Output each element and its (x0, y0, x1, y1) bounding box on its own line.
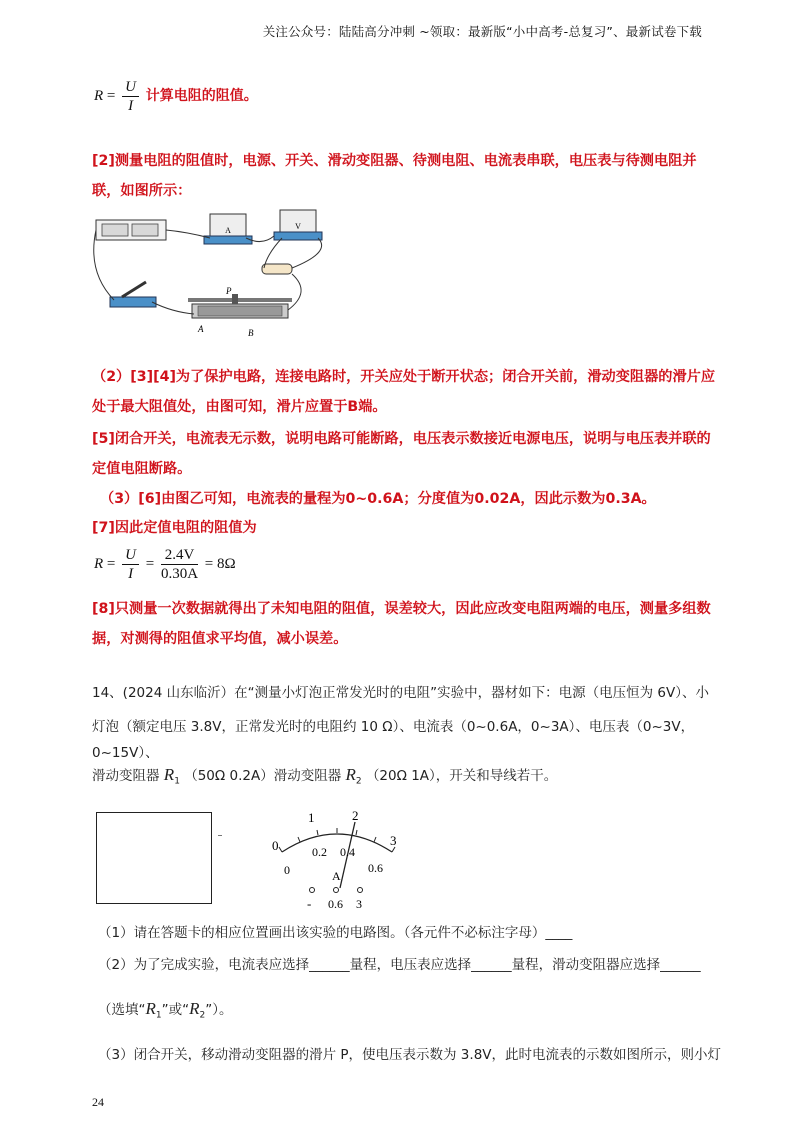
fraction-denominator: I (128, 98, 134, 114)
fraction-numerator-value: 2.4V (161, 546, 198, 565)
terminal-label: - (307, 896, 312, 911)
answer-para-5: （3）[6]由图乙可知，电流表的量程为0~0.6A；分度值为0.02A，因此示数为0.3A。 (100, 491, 656, 507)
q14-text-c: （20Ω 1A），开关和导线若干。 (365, 768, 558, 784)
r2-subscript: 2 (355, 776, 362, 787)
r1-subscript: 1 (174, 776, 180, 787)
answer-para-7: [8]只测量一次数据就得出了未知电阻的阻值，误差较大，因此应改变电阻两端的电压，测量多组数据，对测得的阻值求平均值，减小误差。 (92, 601, 711, 647)
answer-para-3: （2）[3][4]为了保护电路，连接电路时，开关应处于断开状态；闭合开关前，滑动变阻器的滑片应处于最大阻值处，由图可知，滑片应置于B端。 (92, 369, 716, 415)
dial-unit: A (332, 869, 341, 883)
sub-question-1: （1）请在答题卡的相应位置画出该实验的电路图。（各元件不必标注字母）____ (98, 925, 573, 941)
dial-bottom-tick: 0 (284, 863, 290, 877)
sub-question-2: （2）为了完成实验，电流表应选择______量程，电压表应选择______量程，滑动变阻器应选择______ (98, 957, 701, 973)
question-14-line2: 灯泡（额定电压 3.8V，正常发光时的电阻约 10 Ω）、电流表（0~0.6A，0~3A）、电压表（0~3V，0~15V）、 (92, 719, 695, 761)
page-number: 24 (92, 1095, 104, 1109)
fraction-numerator: U (122, 546, 139, 565)
dial-bottom-tick: 0.2 (312, 845, 327, 859)
rheostat-icon (188, 286, 292, 338)
option-text: （选填“ (98, 1002, 146, 1018)
terminal-icons (310, 888, 363, 893)
voltmeter-icon (274, 210, 322, 240)
formula-lhs: R (94, 87, 104, 104)
answer-para-6: [7]因此定值电阻的阻值为 (92, 520, 257, 536)
ammeter-icon (204, 214, 252, 244)
fraction-u-over-i (122, 546, 139, 583)
dial-top-tick: 1 (308, 810, 315, 825)
formula-suffix: 计算电阻的阻值。 (145, 87, 258, 104)
fraction-numerator: U (122, 78, 139, 97)
r1-subscript: 1 (155, 1010, 162, 1021)
r2-subscript: 2 (199, 1010, 206, 1021)
fraction-denominator-value: 0.30A (160, 566, 199, 582)
q14-text-b: （50Ω 0.2A）滑动变阻器 (184, 768, 342, 784)
dial-ticks (279, 828, 395, 852)
question-14-line1: 14、(2024 山东临沂）在“测量小灯泡正常发光时的电阻”实验中，器材如下：电源（电压恒为 6V）、小 (92, 685, 709, 701)
dial-bottom-tick: 0.6 (368, 861, 383, 875)
terminal-label-b: B (248, 328, 254, 338)
option-text: ”）。 (205, 1002, 233, 1018)
r2-symbol: R (345, 765, 356, 784)
circuit-drawing-box (96, 812, 212, 904)
ammeter-label: A (225, 226, 231, 235)
voltmeter-label: V (295, 222, 301, 231)
question-14-line3 (92, 762, 717, 795)
formula-resistance: R = $\frac{U}{I}$ 计算电阻的阻值。 (94, 79, 258, 114)
switch-icon (110, 282, 156, 307)
formula-calculation: R = $\frac{U}{I}$ = $\frac{2.4V}{0.30A}$ = 8Ω (94, 547, 236, 582)
slider-label-p: P (226, 286, 232, 296)
formula2-lhs: R (94, 555, 104, 572)
dial-bottom-tick: 0.4 (340, 845, 355, 859)
dial-top-tick: 2 (352, 808, 359, 823)
r1-symbol: R (145, 999, 156, 1018)
sub-question-2-options (98, 996, 723, 1029)
r1-symbol: R (163, 765, 175, 784)
terminal-label: 0.6 (328, 897, 343, 911)
battery-icon (96, 220, 166, 240)
q14-text-a: 滑动变阻器 (92, 768, 160, 784)
resistor-icon (262, 264, 292, 274)
answer-para-4: [5]闭合开关，电流表无示数，说明电路可能断路，电压表示数接近电源电压，说明与电压表并联的定值电阻断路。 (92, 431, 711, 477)
circuit-illustration (92, 202, 337, 352)
terminal-label: 3 (356, 897, 362, 911)
fraction-values (161, 546, 198, 583)
answer-para-2: [2]测量电阻的阻值时，电源、开关、滑动变阻器、待测电阻、电流表串联，电压表与待测电阻并联，如图所示： (92, 153, 697, 199)
page-header: 关注公众号：陆陆高分冲刺 ~领取：最新版“小中高考-总复习”、最新试卷下载 (262, 24, 702, 39)
fraction-u-over-i (122, 78, 139, 115)
terminal-label-a: A (198, 324, 204, 334)
sub-question-3: （3）闭合开关，移动滑动变阻器的滑片 P，使电压表示数为 3.8V，此时电流表的示数如图所示，则小灯 (98, 1047, 722, 1063)
dial-top-tick: 0 (272, 838, 279, 853)
option-text: ”或“ (161, 1002, 190, 1018)
r2-symbol: R (189, 999, 200, 1018)
ammeter-dial (262, 804, 412, 914)
dial-top-tick: 3 (390, 833, 397, 848)
formula2-result: = 8Ω (204, 555, 236, 572)
fraction-denominator: I (128, 566, 134, 582)
dash-mark (218, 835, 222, 836)
